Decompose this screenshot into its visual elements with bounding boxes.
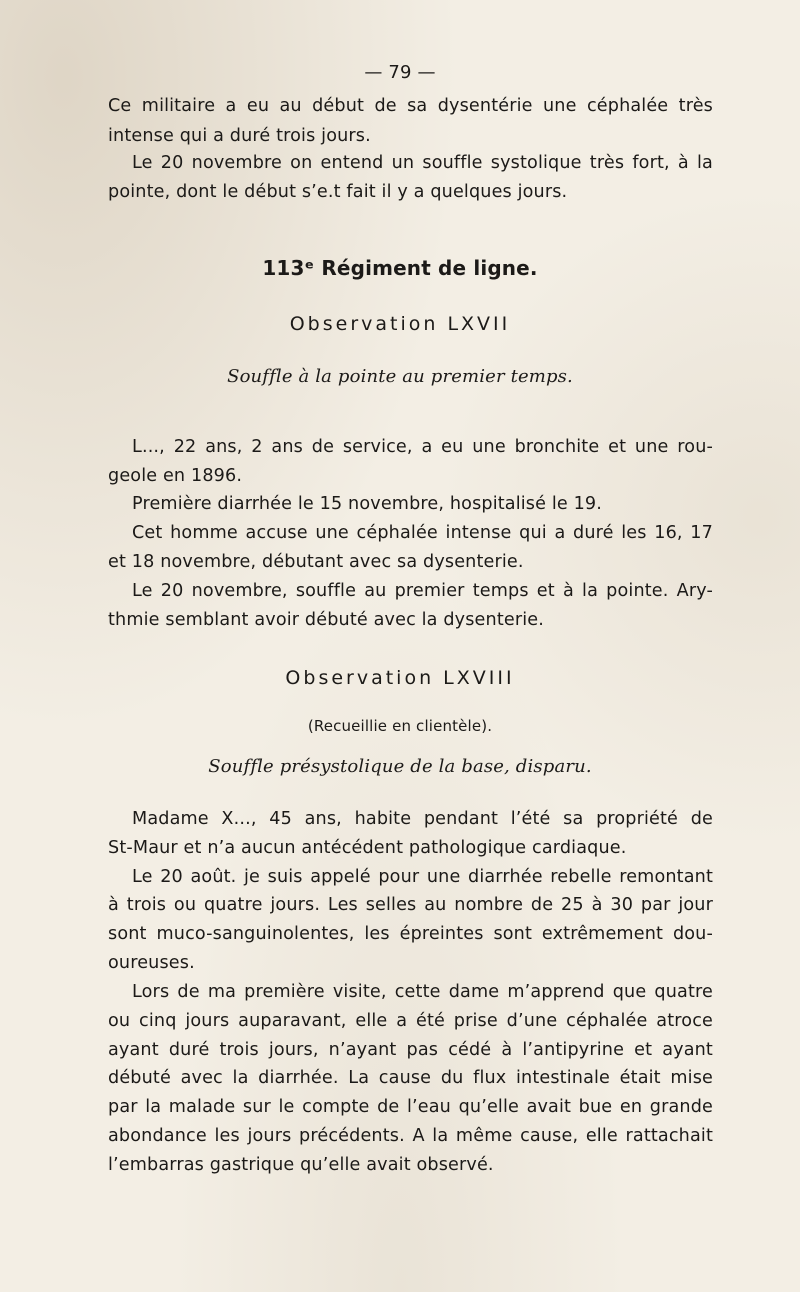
obs68-line-8: ou cinq jours auparavant, elle a été prise d’une céphalée atroce [108,1011,713,1031]
obs68-line-6: oureuses. [108,953,195,973]
observation-67-heading: Observation LXVII [289,313,511,335]
observation-68-subtitle: Souffle présystolique de la base, disparu. [208,756,592,777]
obs68-line-3: Le 20 août. je suis appelé pour une diarrhée rebelle remontant [132,867,713,887]
obs68-line-2: St-Maur et n’a aucun antécédent pathologique cardiaque. [108,838,627,858]
obs68-line-10: débuté avec la diarrhée. La cause du flux intestinale était mise [108,1068,713,1088]
page-number: — 79 — [364,62,436,83]
obs68-line-9: ayant duré trois jours, n’ayant pas cédé à l’antipyrine et ayant [108,1040,713,1060]
obs67-line-4: Cet homme accuse une céphalée intense qui a duré les 16, 17 [132,523,713,543]
observation-67-subtitle: Souffle à la pointe au premier temps. [227,366,573,387]
obs67-line-7: thmie semblant avoir débuté avec la dysenterie. [108,610,544,630]
obs68-line-11: par la malade sur le compte de l’eau qu’elle avait bue en grande [108,1097,713,1117]
obs67-line-6: Le 20 novembre, souffle au premier temps et à la pointe. Ary- [132,581,713,601]
intro-line-2: intense qui a duré trois jours. [108,126,371,146]
obs67-line-2: geole en 1896. [108,466,243,486]
observation-68-note: (Recueillie en clientèle). [307,717,493,735]
obs68-line-7: Lors de ma première visite, cette dame m’apprend que quatre [132,982,713,1002]
obs68-line-1: Madame X..., 45 ans, habite pendant l’été sa propriété de [132,809,713,829]
obs68-line-12: abondance les jours précédents. A la même cause, elle rattachait [108,1126,713,1146]
regiment-heading: 113ᵉ Régiment de ligne. [262,256,538,280]
observation-68-heading: Observation LXVIII [285,667,515,689]
obs68-line-5: sont muco-sanguinolentes, les épreintes sont extrêmement dou- [108,924,713,944]
obs68-line-13: l’embarras gastrique qu’elle avait observé. [108,1155,494,1175]
obs67-line-3: Première diarrhée le 15 novembre, hospitalisé le 19. [132,494,603,514]
obs67-line-1: L..., 22 ans, 2 ans de service, a eu une bronchite et une rou- [132,437,713,457]
obs67-line-5: et 18 novembre, débutant avec sa dysenterie. [108,552,524,572]
obs68-line-4: à trois ou quatre jours. Les selles au nombre de 25 à 30 par jour [108,895,713,915]
intro-line-3: Le 20 novembre on entend un souffle systolique très fort, à la [132,153,713,173]
intro-line-1: Ce militaire a eu au début de sa dysentérie une céphalée très [108,96,713,116]
intro-line-4: pointe, dont le début s’e.t fait il y a quelques jours. [108,182,568,202]
